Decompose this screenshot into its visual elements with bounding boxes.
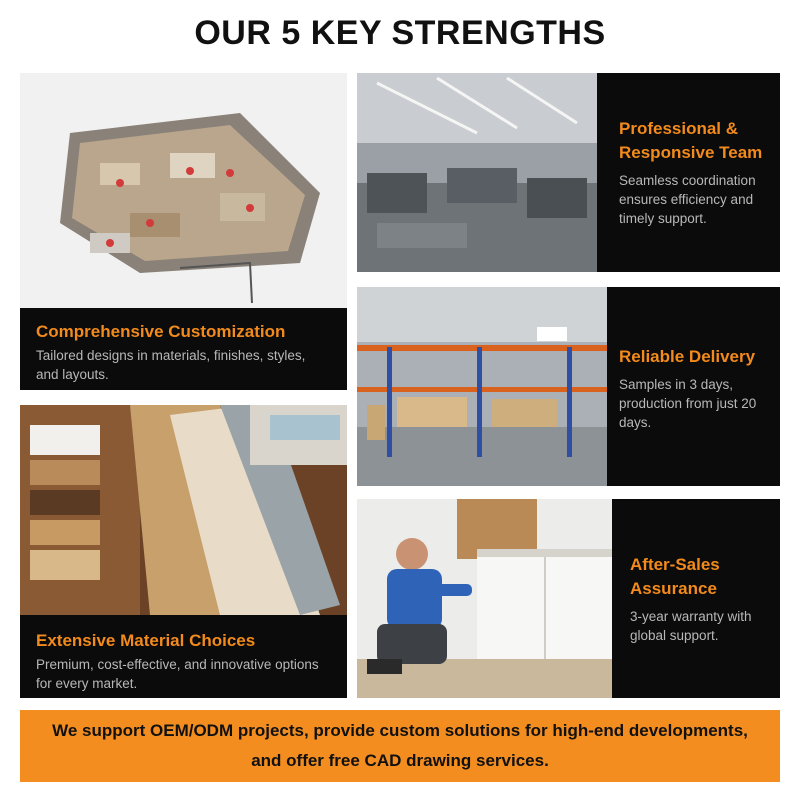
card-text: Tailored designs in materials, finishes, styles, and layouts. [36,348,306,382]
materials-image [20,405,347,615]
card-text: Samples in 3 days, production from just 20 days. [619,377,757,430]
card-heading: Reliable Delivery [619,347,756,366]
bottom-banner [20,710,780,782]
page-title: OUR 5 KEY STRENGTHS [194,14,606,52]
card-delivery [357,287,780,486]
card-materials [20,405,347,698]
card-heading: Extensive Material Choices [36,631,256,650]
card-heading: After-Sales Assurance [630,555,720,598]
card-heading: Professional & Responsive Team [619,119,763,162]
card-after-sales [357,499,780,698]
technician-image [357,499,612,698]
card-customization [20,73,347,390]
card-heading: Comprehensive Customization [36,322,286,341]
card-text: 3-year warranty with global support. [630,609,752,643]
warehouse-image [357,287,607,486]
card-text: Premium, cost-effective, and innovative options for every market. [36,657,319,691]
card-team [357,73,780,272]
banner-text: We support OEM/ODM projects, provide custom solutions for high-end developments, and offer free CAD drawing services. [52,721,748,770]
floorplan-image [20,73,347,308]
factory-image [357,73,597,272]
card-text: Seamless coordination ensures efficiency and timely support. [619,173,756,226]
